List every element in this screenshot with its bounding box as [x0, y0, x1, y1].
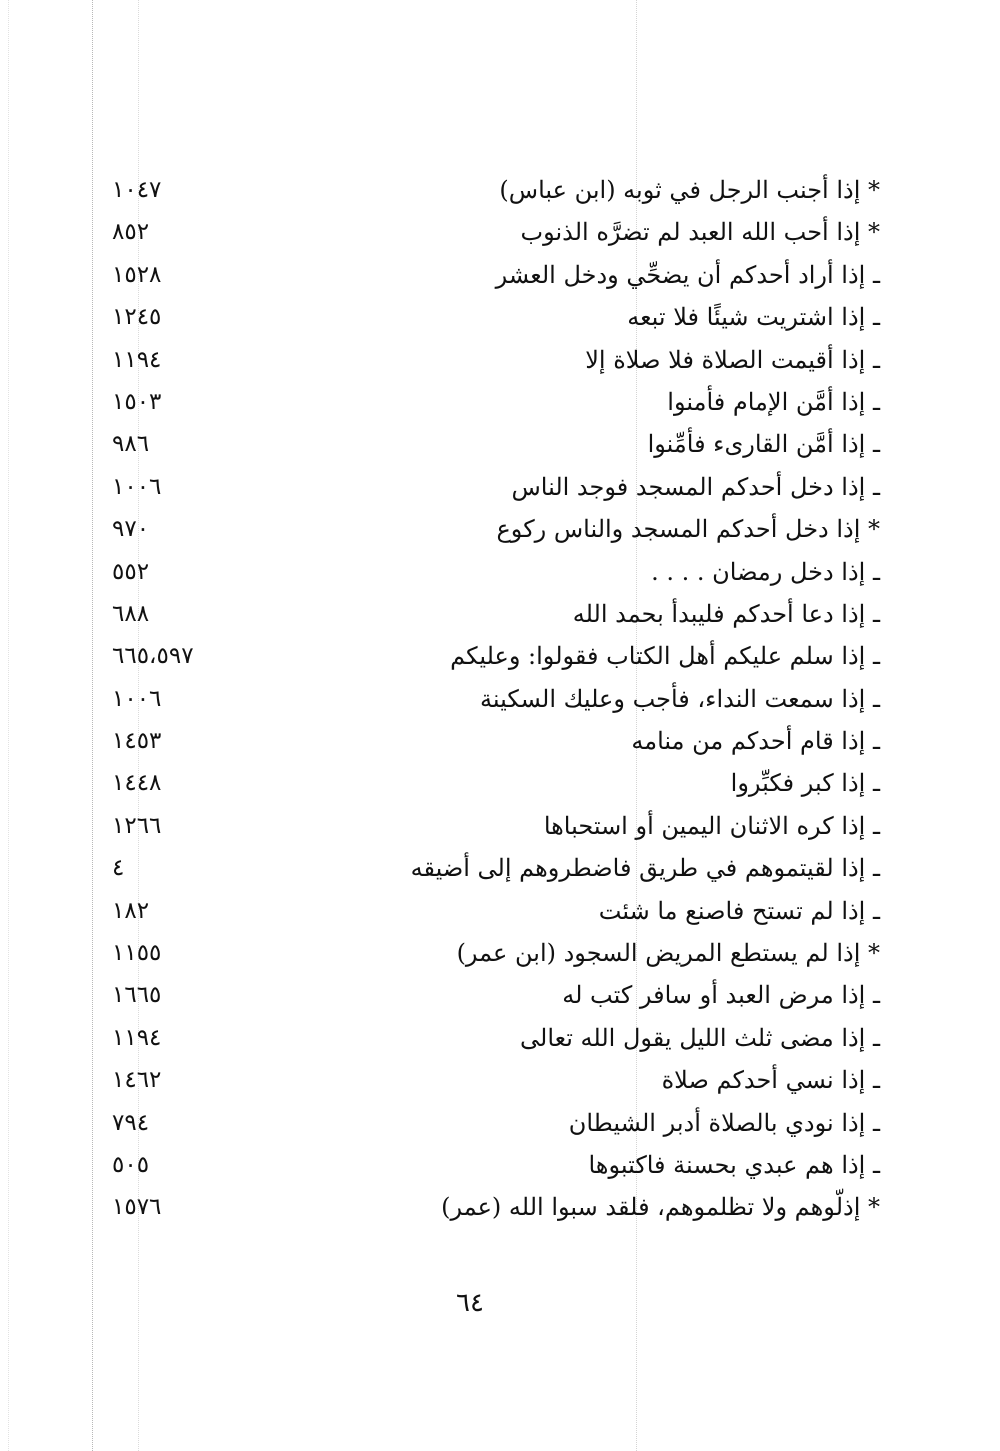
- entry-text: * إذا لم يستطع المريض السجود (ابن عمر): [456, 939, 880, 968]
- entry-reference-number: ٨٥٢: [112, 219, 150, 246]
- entry-reference-number: ١٠٠٦: [112, 685, 162, 712]
- index-entry: [100, 1145, 880, 1187]
- scan-artifact-line: [8, 0, 9, 1451]
- entry-text: * إذا دخل أحدكم المسجد والناس ركوع: [496, 515, 880, 544]
- index-entry: [100, 255, 880, 297]
- entry-text: ـ إذا لم تستح فاصنع ما شئت: [598, 896, 880, 925]
- page-number: ٦٤: [456, 1288, 484, 1318]
- entry-text: ـ إذا سمعت النداء، فأجب وعليك السكينة: [480, 684, 880, 713]
- index-entry: [100, 170, 880, 212]
- index-entry: [100, 467, 880, 509]
- entry-reference-number: ١١٩٤: [112, 346, 162, 373]
- index-entry: [100, 340, 880, 382]
- entry-reference-number: ٥٠٥: [112, 1151, 150, 1178]
- entry-reference-number: ١٠٠٦: [112, 473, 162, 500]
- entry-reference-number: ٥٥٢: [112, 558, 150, 585]
- entry-text: ـ إذا نودي بالصلاة أدبر الشيطان: [568, 1108, 880, 1137]
- entry-reference-number: ١٥٢٨: [112, 261, 162, 288]
- entry-text: * إذا أجنب الرجل في ثوبه (ابن عباس): [499, 176, 880, 204]
- entry-reference-number: ١٨٢: [112, 897, 150, 924]
- index-entry: [100, 933, 880, 975]
- index-entry: [100, 679, 880, 721]
- entry-text: ـ إذا أقيمت الصلاة فلا صلاة إلا: [585, 345, 880, 374]
- scan-artifact-line: [92, 0, 93, 1451]
- index-entry: [100, 509, 880, 551]
- index-entry: [100, 891, 880, 933]
- entry-reference-number: ١٥٠٣: [112, 388, 162, 415]
- index-entry: [100, 1103, 880, 1145]
- entry-reference-number: ١١٥٥: [112, 940, 162, 967]
- hadith-index-list: [100, 170, 880, 1230]
- entry-text: ـ إذا أمَّن الإمام فأمنوا: [667, 387, 880, 416]
- index-entry: [100, 552, 880, 594]
- entry-reference-number: ٦٦٥،٥٩٧: [112, 643, 194, 670]
- entry-text: ـ إذا مضى ثلث الليل يقول الله تعالى: [520, 1023, 880, 1052]
- entry-reference-number: ٦٨٨: [112, 600, 150, 627]
- entry-text: ـ إذا اشتريت شيئًا فلا تبعه: [627, 303, 880, 332]
- index-entry: [100, 1060, 880, 1102]
- entry-text: ـ إذا قام أحدكم من منامه: [631, 727, 880, 756]
- entry-reference-number: ١٢٦٦: [112, 812, 162, 839]
- entry-reference-number: ١٢٤٥: [112, 304, 162, 331]
- entry-reference-number: ٩٨٦: [112, 431, 150, 458]
- entry-text: ـ إذا نسي أحدكم صلاة: [661, 1066, 880, 1095]
- entry-reference-number: ١١٩٤: [112, 1024, 162, 1051]
- entry-text: * إذا أحب الله العبد لم تضرَّه الذنوب: [520, 218, 880, 247]
- entry-reference-number: ٩٧٠: [112, 516, 150, 543]
- index-entry: [100, 806, 880, 848]
- entry-text: ـ إذا كره الاثنان اليمين أو استحباها: [543, 811, 880, 840]
- entry-text: ـ إذا دخل أحدكم المسجد فوجد الناس: [511, 472, 880, 501]
- entry-text: ـ إذا دعا أحدكم فليبدأ بحمد الله: [572, 599, 880, 628]
- entry-text: * إذلّوهم ولا تظلموهم، فلقد سبوا الله (عمر): [441, 1193, 880, 1222]
- index-entry: [100, 721, 880, 763]
- index-entry: [100, 848, 880, 890]
- entry-reference-number: ١٥٧٦: [112, 1194, 162, 1221]
- index-entry: [100, 594, 880, 636]
- entry-text: ـ إذا دخل رمضان . . . .: [651, 557, 880, 586]
- index-entry: [100, 975, 880, 1017]
- entry-reference-number: ١٠٤٧: [112, 177, 162, 203]
- index-entry: [100, 1018, 880, 1060]
- index-entry: [100, 424, 880, 466]
- index-entry: [100, 212, 880, 254]
- entry-text: ـ إذا سلم عليكم أهل الكتاب فقولوا: وعليكم: [450, 642, 880, 671]
- index-entry: [100, 763, 880, 805]
- index-entry: [100, 636, 880, 678]
- index-entry: [100, 297, 880, 339]
- entry-reference-number: ٧٩٤: [112, 1109, 150, 1136]
- entry-reference-number: ١٤٤٨: [112, 770, 162, 797]
- entry-text: ـ إذا مرض العبد أو سافر كتب له: [562, 981, 880, 1010]
- index-entry: [100, 1187, 880, 1229]
- entry-reference-number: ١٤٥٣: [112, 728, 162, 755]
- entry-reference-number: ١٦٦٥: [112, 982, 162, 1009]
- entry-text: ـ إذا أمَّن القارىء فأمِّنوا: [647, 430, 880, 459]
- entry-text: ـ إذا كبر فكبِّروا: [730, 769, 880, 798]
- entry-reference-number: ٤: [112, 855, 125, 882]
- entry-text: ـ إذا أراد أحدكم أن يضحِّي ودخل العشر: [495, 260, 880, 289]
- index-entry: [100, 382, 880, 424]
- entry-text: ـ إذا هم عبدي بحسنة فاكتبوها: [588, 1150, 880, 1179]
- entry-text: ـ إذا لقيتموهم في طريق فاضطروهم إلى أضيقه: [410, 854, 880, 883]
- entry-reference-number: ١٤٦٢: [112, 1067, 162, 1094]
